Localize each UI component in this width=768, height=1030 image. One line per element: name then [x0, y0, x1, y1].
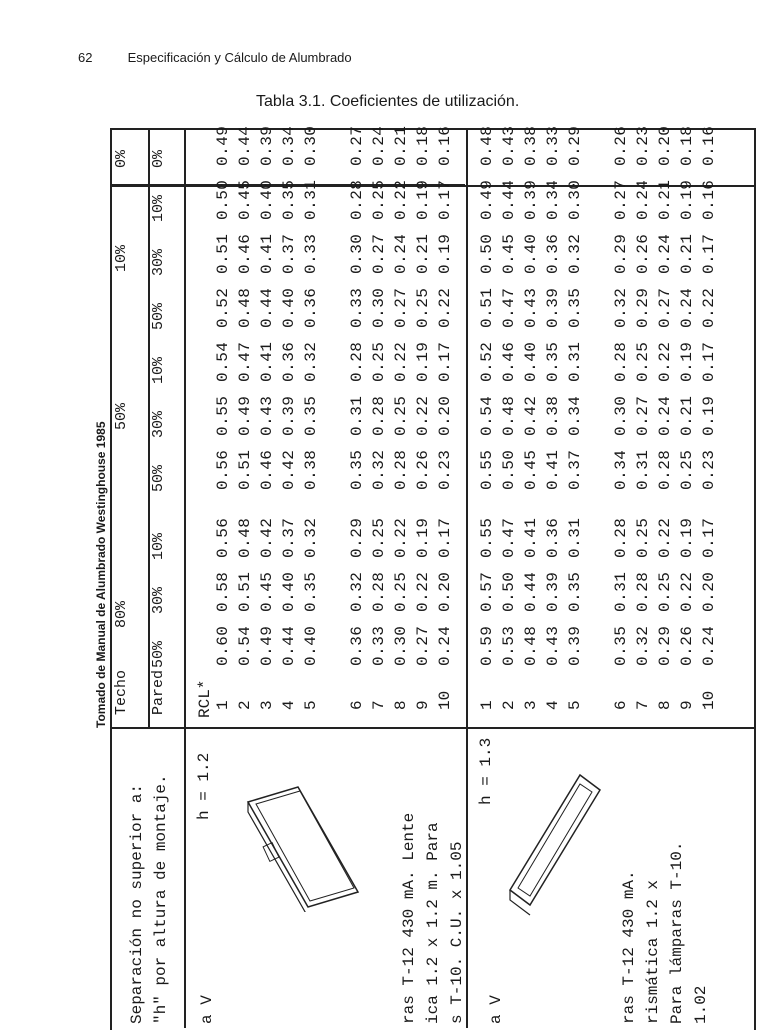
wall-col-4: 30%: [150, 410, 167, 438]
luminaire-description: s T-10. C.U. x 1.05: [448, 841, 466, 1024]
cu-value: 0.26: [678, 625, 696, 666]
cu-value: 0.59: [478, 625, 496, 666]
cu-value: 0.25: [414, 287, 432, 328]
cu-value: 0.50: [500, 449, 518, 490]
luminaire-description: ras T-12 430 mA.: [620, 870, 638, 1024]
cu-value: 0.54: [214, 341, 232, 382]
cu-value: 0.30: [348, 233, 366, 274]
cu-value: 0.54: [478, 395, 496, 436]
cu-value: 0.29: [566, 125, 584, 166]
cu-value: 0.28: [370, 571, 388, 612]
rcl-value: 7: [370, 700, 388, 710]
luminaire-description: ica 1.2 x 1.2 m. Para: [424, 822, 442, 1024]
cu-value: 0.56: [214, 449, 232, 490]
cu-value: 0.46: [258, 449, 276, 490]
cu-value: 0.28: [612, 517, 630, 558]
cu-value: 0.55: [214, 395, 232, 436]
cu-value: 0.29: [656, 625, 674, 666]
cu-value: 0.54: [236, 625, 254, 666]
cu-value: 0.19: [700, 395, 718, 436]
cu-value: 0.21: [414, 233, 432, 274]
cu-value: 0.49: [236, 395, 254, 436]
cu-value: 0.38: [302, 449, 320, 490]
cu-value: 0.55: [478, 449, 496, 490]
cu-value: 0.31: [566, 517, 584, 558]
cu-value: 0.30: [370, 287, 388, 328]
cu-value: 0.32: [302, 341, 320, 382]
cu-value: 0.19: [414, 341, 432, 382]
cu-value: 0.44: [500, 179, 518, 220]
cu-value: 0.38: [544, 395, 562, 436]
cu-value: 0.40: [522, 341, 540, 382]
cu-value: 0.28: [348, 341, 366, 382]
cu-value: 0.24: [392, 233, 410, 274]
cu-value: 0.21: [656, 179, 674, 220]
cu-value: 0.48: [500, 395, 518, 436]
cu-value: 0.17: [700, 341, 718, 382]
cu-value: 0.41: [258, 233, 276, 274]
rcl-value: 3: [522, 700, 540, 710]
cu-value: 0.16: [436, 125, 454, 166]
wall-col-7: 30%: [150, 248, 167, 276]
cu-value: 0.31: [302, 179, 320, 220]
rule-block-divider: [110, 727, 754, 729]
cu-value: 0.22: [392, 179, 410, 220]
cu-value: 0.28: [656, 449, 674, 490]
cu-value: 0.21: [678, 395, 696, 436]
cu-value: 0.24: [678, 287, 696, 328]
luminaire-illustration-1: [238, 782, 388, 912]
cu-value: 0.43: [522, 287, 540, 328]
cu-value: 0.25: [370, 341, 388, 382]
cu-value: 0.47: [500, 287, 518, 328]
cu-value: 0.23: [436, 449, 454, 490]
cu-value: 0.43: [258, 395, 276, 436]
rcl-value: 2: [500, 700, 518, 710]
cu-value: 0.38: [522, 125, 540, 166]
cu-value: 0.19: [678, 179, 696, 220]
cu-value: 0.25: [370, 517, 388, 558]
cu-value: 0.49: [214, 125, 232, 166]
cu-value: 0.44: [236, 125, 254, 166]
cu-value: 0.44: [522, 571, 540, 612]
cu-value: 0.39: [566, 625, 584, 666]
rcl-value: 1: [214, 700, 232, 710]
wall-col-6: 50%: [150, 302, 167, 330]
cu-value: 0.48: [478, 125, 496, 166]
cu-value: 0.44: [258, 287, 276, 328]
cu-value: 0.51: [478, 287, 496, 328]
cu-value: 0.16: [700, 125, 718, 166]
cu-value: 0.37: [280, 517, 298, 558]
cu-value: 0.32: [566, 233, 584, 274]
cu-value: 0.26: [414, 449, 432, 490]
cu-value: 0.17: [700, 517, 718, 558]
cu-value: 0.36: [280, 341, 298, 382]
wall-col-0: 50%: [150, 640, 167, 668]
cu-value: 0.31: [566, 341, 584, 382]
cu-value: 0.35: [280, 179, 298, 220]
cu-value: 0.27: [656, 287, 674, 328]
cu-value: 0.36: [348, 625, 366, 666]
h-label: h = 1.3: [477, 737, 495, 805]
table-title: Tabla 3.1. Coeficientes de utilización.: [256, 93, 520, 110]
cu-value: 0.27: [348, 125, 366, 166]
cu-value: 0.50: [214, 179, 232, 220]
cu-value: 0.27: [370, 233, 388, 274]
cu-value: 0.27: [612, 179, 630, 220]
cu-value: 0.32: [370, 449, 388, 490]
cu-value: 0.24: [370, 125, 388, 166]
wall-col-3: 50%: [150, 464, 167, 492]
cu-value: 0.40: [280, 571, 298, 612]
cu-value: 0.25: [656, 571, 674, 612]
cu-value: 0.43: [544, 625, 562, 666]
cu-value: 0.28: [612, 341, 630, 382]
rcl-value: 2: [236, 700, 254, 710]
rcl-value: 5: [566, 700, 584, 710]
rcl-value: 1: [478, 700, 496, 710]
wall-col-8: 10%: [150, 194, 167, 222]
cu-value: 0.35: [544, 341, 562, 382]
cu-value: 0.19: [436, 233, 454, 274]
cu-value: 0.45: [258, 571, 276, 612]
cu-value: 0.30: [612, 395, 630, 436]
cu-value: 0.22: [414, 571, 432, 612]
cu-value: 0.20: [700, 571, 718, 612]
cu-value: 0.41: [258, 341, 276, 382]
rcl-value: 9: [414, 700, 432, 710]
cu-value: 0.19: [678, 517, 696, 558]
spacing-note: "h" por altura de montaje.: [152, 774, 170, 1024]
cu-value: 0.35: [566, 287, 584, 328]
cu-value: 0.51: [236, 571, 254, 612]
cu-value: 0.56: [214, 517, 232, 558]
page-number: 62: [78, 50, 93, 65]
cu-value: 0.35: [302, 395, 320, 436]
cu-value: 0.48: [236, 287, 254, 328]
cu-value: 0.48: [236, 517, 254, 558]
cu-value: 0.25: [392, 395, 410, 436]
cu-value: 0.37: [280, 233, 298, 274]
cu-value: 0.28: [392, 449, 410, 490]
ceiling-group-1: 50%: [113, 402, 130, 430]
cu-value: 0.21: [392, 125, 410, 166]
cu-value: 0.25: [392, 571, 410, 612]
cu-value: 0.41: [522, 517, 540, 558]
cu-value: 0.28: [634, 571, 652, 612]
rcl-value: 5: [302, 700, 320, 710]
cu-value: 0.58: [214, 571, 232, 612]
cu-value: 0.21: [678, 233, 696, 274]
cu-value: 0.49: [258, 625, 276, 666]
cu-value: 0.49: [478, 179, 496, 220]
rule-mid: [466, 128, 468, 1028]
cu-value: 0.46: [500, 341, 518, 382]
cu-value: 0.35: [348, 449, 366, 490]
cu-value: 0.19: [414, 179, 432, 220]
cu-value: 0.39: [544, 571, 562, 612]
cu-value: 0.24: [656, 395, 674, 436]
cu-value: 0.52: [478, 341, 496, 382]
cu-value: 0.40: [258, 179, 276, 220]
cu-value: 0.47: [236, 341, 254, 382]
cu-value: 0.35: [612, 625, 630, 666]
cu-value: 0.17: [436, 341, 454, 382]
cu-value: 0.39: [280, 395, 298, 436]
cu-value: 0.20: [436, 395, 454, 436]
cu-value: 0.34: [280, 125, 298, 166]
cu-value: 0.31: [348, 395, 366, 436]
luminaire-description: rismática 1.2 x: [644, 879, 662, 1024]
cu-value: 0.55: [478, 517, 496, 558]
cu-value: 0.25: [370, 179, 388, 220]
cu-value: 0.32: [634, 625, 652, 666]
ceiling-group-2: 10%: [113, 244, 130, 272]
cu-value: 0.39: [258, 125, 276, 166]
cu-value: 0.22: [678, 571, 696, 612]
cu-value: 0.32: [348, 571, 366, 612]
cu-value: 0.26: [634, 233, 652, 274]
luminaire-description: Para lámparas T-10.: [668, 841, 686, 1024]
cu-value: 0.28: [370, 395, 388, 436]
page-header: [78, 50, 352, 65]
cu-value: 0.34: [544, 179, 562, 220]
cu-value: 0.42: [258, 517, 276, 558]
cu-value: 0.22: [436, 287, 454, 328]
rcl-value: 6: [612, 700, 630, 710]
cu-value: 0.29: [612, 233, 630, 274]
cu-value: 0.18: [678, 125, 696, 166]
cu-value: 0.30: [302, 125, 320, 166]
cu-value: 0.39: [522, 179, 540, 220]
spacing-note: Separación no superior a:: [128, 783, 146, 1024]
cu-value: 0.22: [392, 341, 410, 382]
ceiling-group-3: 0%: [113, 149, 130, 168]
cu-value: 0.31: [634, 449, 652, 490]
cu-value: 0.34: [566, 395, 584, 436]
cu-value: 0.22: [656, 341, 674, 382]
techo-label: Techo: [113, 669, 130, 715]
cu-value: 0.19: [678, 341, 696, 382]
cu-value: 0.29: [348, 517, 366, 558]
cu-value: 0.17: [436, 179, 454, 220]
cu-value: 0.45: [522, 449, 540, 490]
cu-value: 0.24: [436, 625, 454, 666]
cu-value: 0.43: [500, 125, 518, 166]
cu-value: 0.30: [566, 179, 584, 220]
cu-value: 0.20: [436, 571, 454, 612]
cu-value: 0.22: [414, 395, 432, 436]
cu-value: 0.17: [700, 233, 718, 274]
wall-col-5: 10%: [150, 356, 167, 384]
rcl-value: 6: [348, 700, 366, 710]
rcl-value: 7: [634, 700, 652, 710]
cu-value: 0.27: [392, 287, 410, 328]
cu-value: 0.20: [656, 125, 674, 166]
cu-value: 0.28: [348, 179, 366, 220]
wall-col-9: 0%: [150, 149, 167, 168]
rcl-value: 4: [280, 700, 298, 710]
running-title: Especificación y Cálculo de Alumbrado: [127, 50, 352, 65]
luminaire-illustration-2: [500, 770, 610, 940]
rcl-value: 4: [544, 700, 562, 710]
cu-value: 0.27: [634, 395, 652, 436]
cu-value: 0.22: [392, 517, 410, 558]
cu-value: 0.57: [478, 571, 496, 612]
cu-value: 0.18: [414, 125, 432, 166]
rcl-value: 3: [258, 700, 276, 710]
rcl-value: 8: [392, 700, 410, 710]
cu-value: 0.46: [236, 233, 254, 274]
cu-value: 0.23: [700, 449, 718, 490]
cu-value: 0.34: [612, 449, 630, 490]
cu-value: 0.25: [634, 341, 652, 382]
pared-label: Pared: [150, 669, 167, 715]
cu-value: 0.33: [370, 625, 388, 666]
cu-value: 0.19: [414, 517, 432, 558]
cu-value: 0.36: [544, 233, 562, 274]
cu-value: 0.51: [236, 449, 254, 490]
cu-value: 0.35: [566, 571, 584, 612]
cu-value: 0.25: [634, 517, 652, 558]
cu-value: 0.22: [656, 517, 674, 558]
cu-value: 0.35: [302, 571, 320, 612]
cu-value: 0.16: [700, 179, 718, 220]
cu-value: 0.33: [302, 233, 320, 274]
wall-col-2: 10%: [150, 532, 167, 560]
cu-value: 0.24: [700, 625, 718, 666]
cu-value: 0.33: [544, 125, 562, 166]
cu-value: 0.22: [700, 287, 718, 328]
source-note: Tomado de Manual de Alumbrado Westinghouse 1985: [94, 421, 108, 728]
cu-value: 0.40: [302, 625, 320, 666]
column-prefix: a V: [198, 995, 216, 1024]
cu-value: 0.17: [436, 517, 454, 558]
h-label: h = 1.2: [195, 752, 213, 820]
cu-value: 0.33: [348, 287, 366, 328]
cu-value: 0.42: [522, 395, 540, 436]
cu-value: 0.47: [500, 517, 518, 558]
cu-value: 0.25: [678, 449, 696, 490]
luminaire-description: ras T-12 430 mA. Lente: [400, 812, 418, 1024]
cu-value: 0.50: [500, 571, 518, 612]
cu-value: 0.24: [656, 233, 674, 274]
cu-value: 0.40: [522, 233, 540, 274]
cu-value: 0.36: [302, 287, 320, 328]
rcl-value: 10: [700, 690, 718, 710]
cu-value: 0.40: [280, 287, 298, 328]
cu-value: 0.41: [544, 449, 562, 490]
cu-value: 0.50: [478, 233, 496, 274]
cu-value: 0.24: [634, 179, 652, 220]
cu-value: 0.52: [214, 287, 232, 328]
cu-value: 0.31: [612, 571, 630, 612]
wall-col-1: 30%: [150, 586, 167, 614]
cu-value: 0.27: [414, 625, 432, 666]
rcl-header: RCL*: [196, 679, 214, 718]
cu-value: 0.45: [500, 233, 518, 274]
luminaire-description: 1.02: [692, 985, 710, 1024]
cu-value: 0.44: [280, 625, 298, 666]
ceiling-group-0: 80%: [113, 600, 130, 628]
cu-value: 0.60: [214, 625, 232, 666]
cu-value: 0.36: [544, 517, 562, 558]
cu-value: 0.39: [544, 287, 562, 328]
cu-value: 0.30: [392, 625, 410, 666]
cu-value: 0.29: [634, 287, 652, 328]
column-prefix: a V: [487, 995, 505, 1024]
cu-value: 0.42: [280, 449, 298, 490]
rcl-value: 9: [678, 700, 696, 710]
cu-value: 0.53: [500, 625, 518, 666]
cu-value: 0.32: [302, 517, 320, 558]
rcl-value: 8: [656, 700, 674, 710]
rcl-value: 10: [436, 690, 454, 710]
cu-value: 0.45: [236, 179, 254, 220]
rule-pared: [184, 128, 186, 1028]
cu-value: 0.26: [612, 125, 630, 166]
cu-value: 0.37: [566, 449, 584, 490]
cu-value: 0.51: [214, 233, 232, 274]
cu-value: 0.32: [612, 287, 630, 328]
cu-value: 0.23: [634, 125, 652, 166]
cu-value: 0.48: [522, 625, 540, 666]
